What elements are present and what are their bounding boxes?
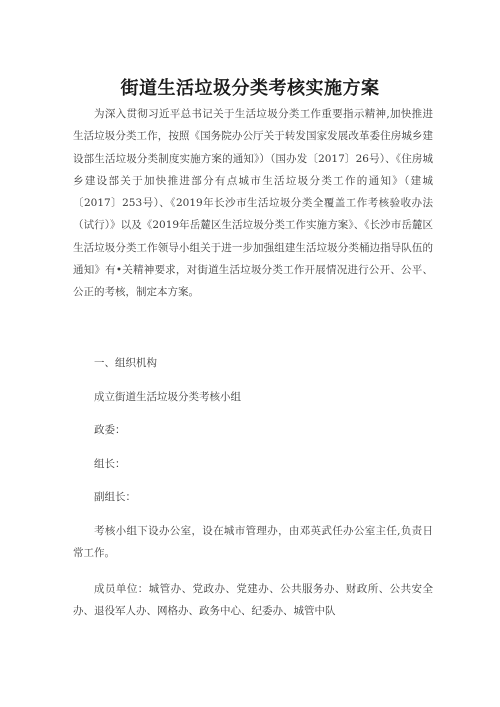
intro-paragraph: 为深入贯彻习近平总书记关于生活垃圾分类工作重要指示精神,加快推进生活垃圾分类工作，按照《国务院办公厅关于转发国家发展改革委住房城乡建设部生活垃圾分类制度实施方案的通知》）（国办发〔2017〕26号）、《住房城乡建设部关于加快推进部分有点城市生活垃圾分类工作的通知》（建城〔2017〕253号）、《2019年长沙市生活垃圾分类全覆盖工作考核验收办法（试行）》以及《2019年岳麓区生活垃圾分类工作实施方案》、《长沙市岳麓区生活垃圾分类工作领导小组关于进一步加强组建生活垃圾分类桶边指导队伍的通知》有•关精神要求，对街道生活垃圾分类工作开展情况进行公开、公平、公正的考核，制定本方案。 [73, 108, 433, 299]
group-name: 成立街道生活垃圾分类考核小组 [94, 391, 241, 403]
leader-label: 组长： [94, 458, 126, 470]
document-title: 街道生活垃圾分类考核实施方案 [120, 78, 380, 99]
deputy-leader-label: 副组长： [94, 491, 136, 503]
section-heading: 一、组织机构 [94, 357, 157, 369]
political-commissar-label: 政委： [94, 424, 126, 436]
members-paragraph: 成员单位：城管办、党政办、党建办、公共服务办、财政所、公共安全办、退役军人办、网格办、政务中心、纪委办、城管中队 [73, 583, 433, 618]
office-paragraph: 考核小组下设办公室，设在城市管理办，由邓英武任办公室主任,负责日常工作。 [73, 525, 433, 560]
